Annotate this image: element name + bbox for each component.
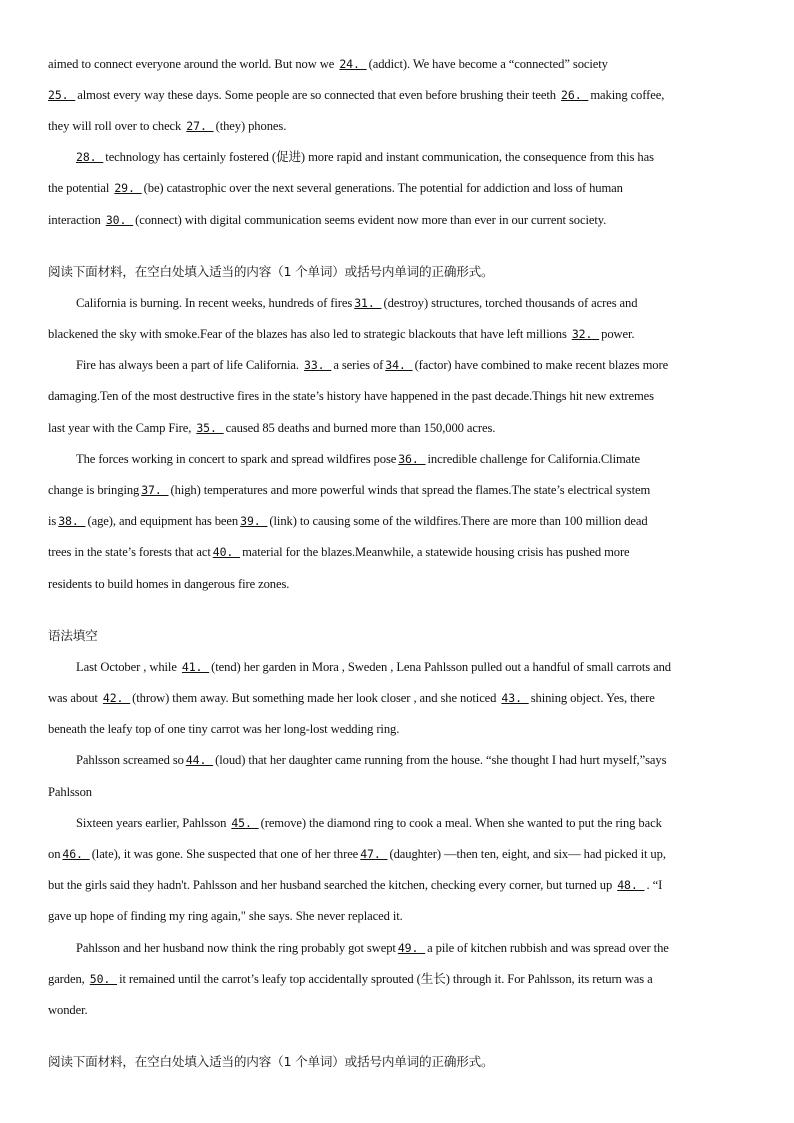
p1-line-4 xyxy=(76,149,754,165)
blank-45: 45. xyxy=(231,816,259,830)
text: almost every way these days. Some people are so connected that even before brushing their teeth xyxy=(77,88,560,102)
blank-48: 48. xyxy=(617,878,645,892)
text: (link) to causing some of the wildfires.There are more than 100 million dead xyxy=(269,514,648,528)
text: was about xyxy=(48,691,101,705)
blank-39: 39. xyxy=(240,514,268,528)
text: power. xyxy=(601,327,635,341)
p3-line-6 xyxy=(76,815,754,831)
p1-line-2 xyxy=(48,87,754,103)
p3-line-11 xyxy=(48,971,754,987)
blank-28: 28. xyxy=(76,150,104,164)
text: (loud) that her daughter came running from the house. “she thought I had hurt myself,”says xyxy=(215,753,667,767)
text: but the girls said they hadn't. Pahlsson and her husband searched the kitchen, checking every corner, but turned up xyxy=(48,878,616,892)
blank-36: 36. xyxy=(398,452,426,466)
p3-line-4 xyxy=(76,752,754,768)
text: last year with the Camp Fire, xyxy=(48,421,195,435)
text: on xyxy=(48,847,61,861)
blank-44: 44. xyxy=(185,753,214,767)
text: interaction xyxy=(48,213,104,227)
blank-24: 24. xyxy=(339,57,367,71)
text: it remained until the carrot’s leafy top accidentally sprouted (生长) through it. For Pahlsson, its return was a xyxy=(119,972,653,986)
text: (connect) with digital communication seems evident now more than ever in our current society. xyxy=(135,213,607,227)
p2-line-5 xyxy=(48,420,754,436)
text: (late), it was gone. She suspected that one of her three xyxy=(91,847,359,861)
p2-line-8 xyxy=(48,513,754,529)
text: change is bringing xyxy=(48,483,140,497)
p1-line-6 xyxy=(48,212,754,228)
text: aimed to connect everyone around the world. But now we xyxy=(48,57,338,71)
p3-line-12 xyxy=(48,1002,754,1018)
blank-41: 41. xyxy=(181,660,210,674)
blank-38: 38. xyxy=(58,514,86,528)
text: (daughter) —then ten, eight, and six— had picked it up, xyxy=(389,847,666,861)
p3-line-7 xyxy=(48,846,754,862)
blank-37: 37. xyxy=(141,483,169,497)
blank-46: 46. xyxy=(62,847,90,861)
text: (they) phones. xyxy=(215,119,287,133)
text: . “I xyxy=(646,878,663,892)
text: technology has certainly fostered (促进) more rapid and instant communication, the consequence from this has xyxy=(105,150,654,164)
text: Pahlsson and her husband now think the ring probably got swept xyxy=(76,941,396,955)
p2-line-1 xyxy=(76,295,754,311)
p2-line-7 xyxy=(48,482,754,498)
section-heading-1: 阅读下面材料，在空白处填入适当的内容（1 个单词）或括号内单词的正确形式。 xyxy=(48,264,494,279)
text: California is burning. In recent weeks, hundreds of fires xyxy=(76,296,353,310)
p3-line-2 xyxy=(48,690,754,706)
text: beneath the leafy top of one tiny carrot was her long-lost wedding ring. xyxy=(48,722,400,736)
text: gave up hope of finding my ring again," she says. She never replaced it. xyxy=(48,909,403,923)
text: residents to build homes in dangerous fire zones. xyxy=(48,577,290,591)
text: damaging.Ten of the most destructive fires in the state’s history have happened in the past decade.Things hit new extremes xyxy=(48,389,654,403)
text: (throw) them away. But something made her look closer , and she noticed xyxy=(132,691,500,705)
blank-34: 34. xyxy=(385,358,413,372)
text: (high) temperatures and more powerful winds that spread the flames.The state’s electrical system xyxy=(170,483,651,497)
text: garden, xyxy=(48,972,88,986)
p2-line-4 xyxy=(48,388,754,404)
text: is xyxy=(48,514,57,528)
blank-49: 49. xyxy=(397,941,426,955)
blank-26: 26. xyxy=(561,88,589,102)
blank-35: 35. xyxy=(196,421,224,435)
text: shining object. Yes, there xyxy=(530,691,655,705)
blank-32: 32. xyxy=(571,327,600,341)
p3-line-5 xyxy=(48,784,754,800)
p2-line-3 xyxy=(76,357,754,373)
p2-line-9 xyxy=(48,544,754,560)
text: wonder. xyxy=(48,1003,88,1017)
text: trees in the state’s forests that act xyxy=(48,545,211,559)
p3-line-3 xyxy=(48,721,754,737)
p3-line-9 xyxy=(48,908,754,924)
text: (factor) have combined to make recent blazes more xyxy=(414,358,669,372)
text: (tend) her garden in Mora , Sweden , Lena Pahlsson pulled out a handful of small carrots and xyxy=(211,660,671,674)
text: a pile of kitchen rubbish and was spread over the xyxy=(427,941,669,955)
p1-line-1 xyxy=(48,56,754,72)
text: Pahlsson xyxy=(48,785,92,799)
blank-42: 42. xyxy=(102,691,131,705)
text: (addict). We have become a “connected” society xyxy=(368,57,608,71)
blank-47: 47. xyxy=(360,847,388,861)
blank-29: 29. xyxy=(114,181,142,195)
p1-line-5 xyxy=(48,180,754,196)
text: caused 85 deaths and burned more than 150,000 acres. xyxy=(225,421,496,435)
blank-43: 43. xyxy=(501,691,529,705)
p2-line-2 xyxy=(48,326,754,342)
section-heading-3: 阅读下面材料，在空白处填入适当的内容（1 个单词）或括号内单词的正确形式。 xyxy=(48,1054,494,1069)
text: making coffee, xyxy=(590,88,665,102)
p3-line-8 xyxy=(48,877,754,893)
section-heading-2: 语法填空 xyxy=(48,628,98,643)
blank-33: 33. xyxy=(304,358,332,372)
text: (destroy) structures, torched thousands of acres and xyxy=(383,296,638,310)
p2-line-10 xyxy=(48,576,754,592)
text: Pahlsson screamed so xyxy=(76,753,184,767)
text: (be) catastrophic over the next several generations. The potential for addiction and loss of human xyxy=(143,181,623,195)
text: a series of xyxy=(333,358,384,372)
text: The forces working in concert to spark and spread wildfires pose xyxy=(76,452,397,466)
blank-31: 31. xyxy=(354,296,382,310)
text: (age), and equipment has been xyxy=(87,514,239,528)
text: Sixteen years earlier, Pahlsson xyxy=(76,816,230,830)
p3-line-10 xyxy=(76,940,754,956)
blank-30: 30. xyxy=(105,213,134,227)
blank-25: 25. xyxy=(48,88,76,102)
blank-40: 40. xyxy=(212,545,241,559)
text: material for the blazes.Meanwhile, a statewide housing crisis has pushed more xyxy=(242,545,630,559)
p1-line-3 xyxy=(48,118,754,134)
p3-line-1 xyxy=(76,659,754,675)
text: they will roll over to check xyxy=(48,119,185,133)
text: incredible challenge for California.Climate xyxy=(427,452,641,466)
blank-27: 27. xyxy=(186,119,214,133)
blank-50: 50. xyxy=(89,972,118,986)
text: (remove) the diamond ring to cook a meal. When she wanted to put the ring back xyxy=(260,816,662,830)
p2-line-6 xyxy=(76,451,754,467)
text: Last October , while xyxy=(76,660,180,674)
text: blackened the sky with smoke.Fear of the blazes has also led to strategic blackouts that have left millions xyxy=(48,327,570,341)
text: the potential xyxy=(48,181,113,195)
text: Fire has always been a part of life California. xyxy=(76,358,303,372)
